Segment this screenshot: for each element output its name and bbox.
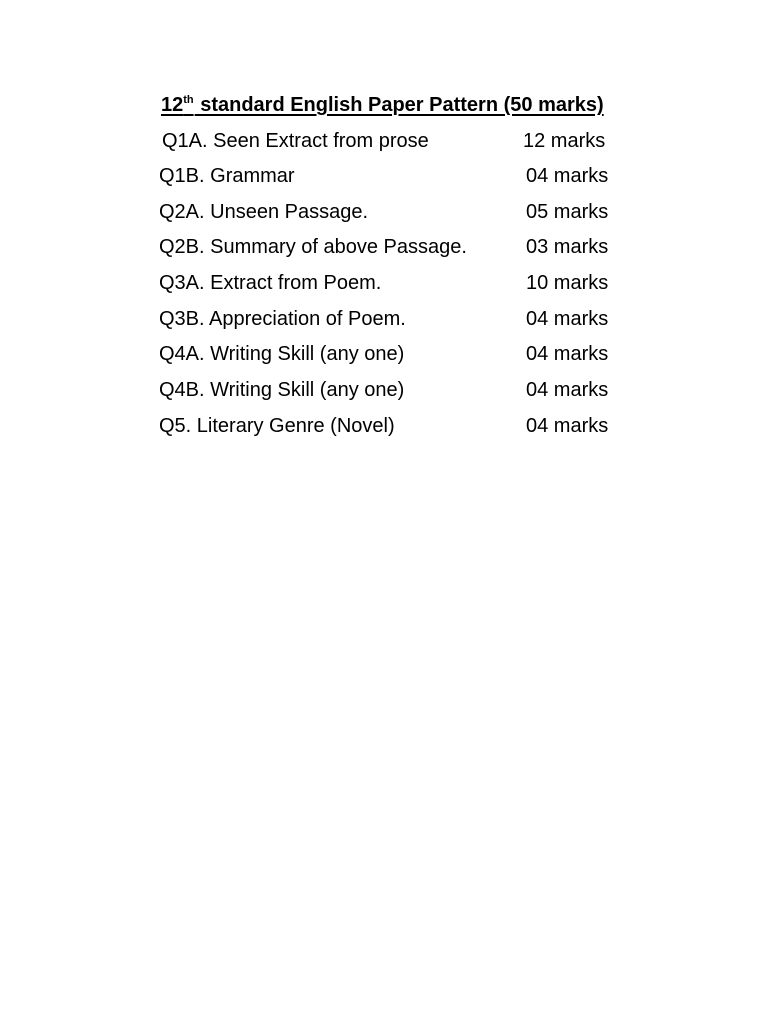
marks-value: 03 marks	[526, 236, 609, 258]
question-label: Q1A. Seen Extract from prose	[162, 130, 429, 152]
question-label: Q2A. Unseen Passage.	[159, 201, 369, 223]
title-superscript: th	[183, 94, 194, 106]
marks-value: 04 marks	[526, 415, 609, 437]
page-title	[161, 92, 604, 121]
marks-value: 04 marks	[526, 308, 609, 330]
marks-value: 04 marks	[526, 379, 609, 401]
question-label: Q5. Literary Genre (Novel)	[159, 415, 395, 437]
marks-value: 05 marks	[526, 201, 609, 223]
question-label: Q3A. Extract from Poem.	[159, 272, 382, 294]
marks-value: 04 marks	[526, 165, 609, 187]
question-label: Q1B. Grammar	[159, 165, 295, 187]
title-rest: standard English Paper Pattern (50 marks)	[194, 94, 604, 116]
question-label: Q4B. Writing Skill (any one)	[159, 379, 405, 401]
question-label: Q4A. Writing Skill (any one)	[159, 343, 405, 365]
question-label: Q3B. Appreciation of Poem.	[159, 308, 406, 330]
marks-value: 12 marks	[523, 130, 606, 152]
marks-value: 04 marks	[526, 343, 609, 365]
title-prefix: 12	[161, 94, 184, 116]
marks-value: 10 marks	[526, 272, 609, 294]
question-label: Q2B. Summary of above Passage.	[159, 236, 467, 258]
